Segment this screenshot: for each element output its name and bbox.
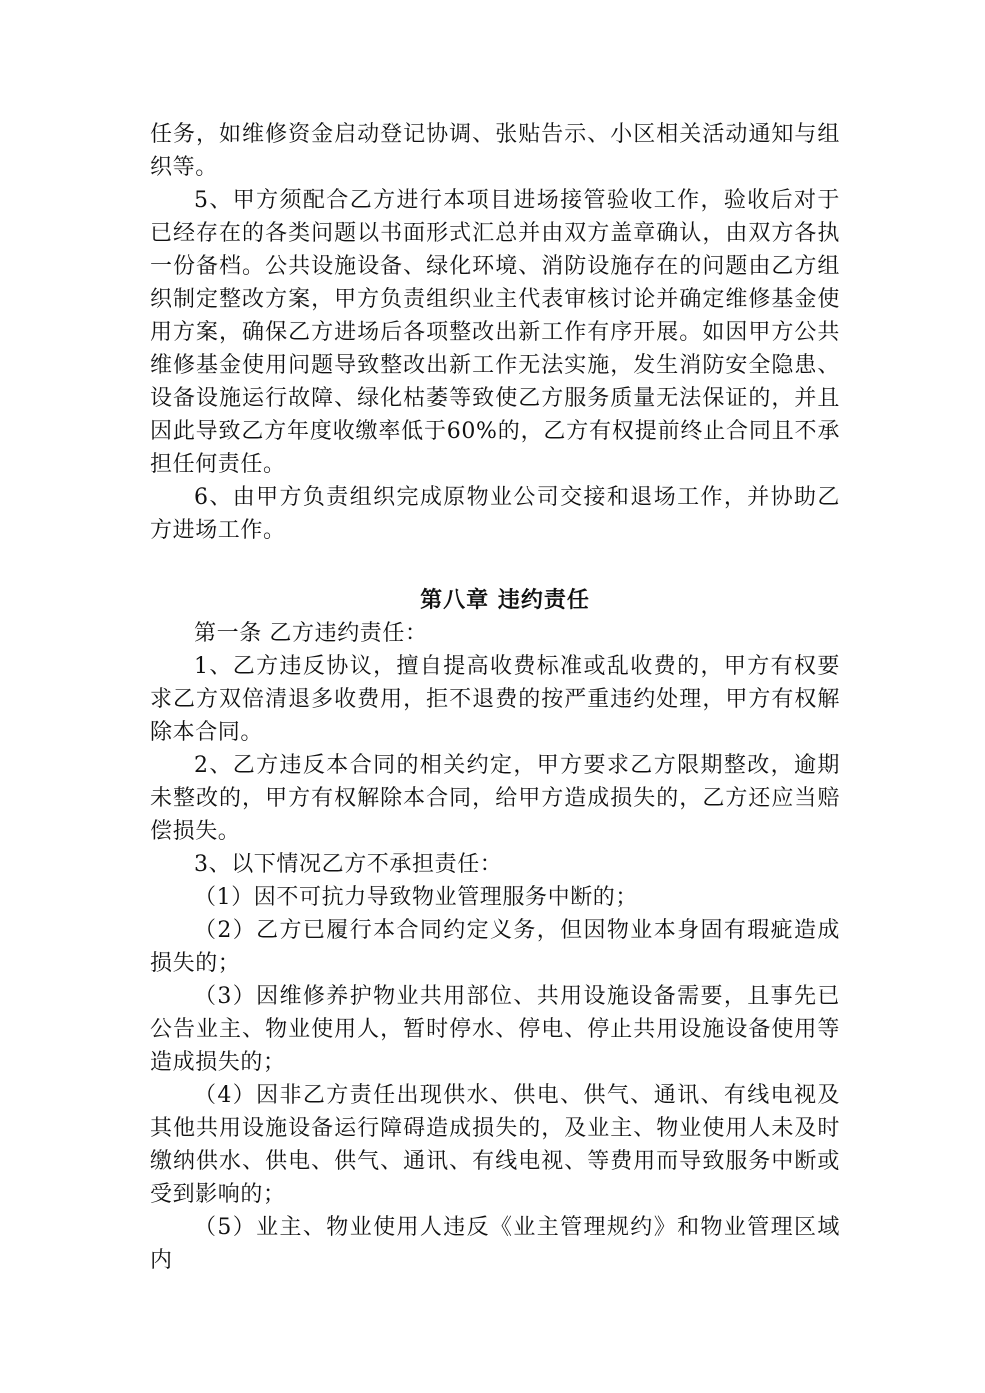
sub-item-2: （2）乙方已履行本合同约定义务，但因物业本身固有瑕疵造成损失的；: [150, 918, 840, 976]
clause-2-paragraph: 2、乙方违反本合同的相关约定，甲方要求乙方限期整改，逾期未整改的，甲方有权解除本合同，给甲方造成损失的，乙方还应当赔偿损失。: [150, 753, 840, 844]
section-spacer: [150, 547, 840, 580]
document-body: [150, 118, 840, 1277]
sub-item-3: （3）因维修养护物业共用部位、共用设施设备需要，且事先已公告业主、物业使用人，暂时停水、停电、停止共用设施设备使用等造成损失的；: [150, 984, 840, 1075]
sub-item-5: （5）业主、物业使用人违反《业主管理规约》和物业管理区域内: [150, 1215, 840, 1273]
item-6-paragraph: 6、由甲方负责组织完成原物业公司交接和退场工作，并协助乙方进场工作。: [150, 485, 840, 543]
sub-item-1: （1）因不可抗力导致物业管理服务中断的；: [194, 885, 638, 910]
item-5-paragraph: 5、甲方须配合乙方进行本项目进场接管验收工作，验收后对于已经存在的各类问题以书面形式汇总并由双方盖章确认，由双方各执一份备档。公共设施设备、绿化环境、消防设施存在的问题由乙方组织制定整改方案，甲方负责组织业主代表审核讨论并确定维修基金使用方案，确保乙方进场后各项整改出新工作有序开展。如因甲方公共维修基金使用问题导致整改出新工作无法实施，发生消防安全隐患、设备设施运行故障、绿化枯萎等致使乙方服务质量无法保证的，并且因此导致乙方年度收缴率低于60%的，乙方有权提前终止合同且不承担任何责任。: [150, 188, 840, 477]
sub-item-4: （4）因非乙方责任出现供水、供电、供气、通讯、有线电视及其他共用设施设备运行障碍造成损失的，及业主、物业使用人未及时缴纳供水、供电、供气、通讯、有线电视、等费用而导致服务中断或受到影响的；: [150, 1083, 840, 1207]
clause-1-paragraph: 1、乙方违反协议，擅自提高收费标准或乱收费的，甲方有权要求乙方双倍清退多收费用，拒不退费的按严重违约处理，甲方有权解除本合同。: [150, 654, 840, 745]
article-1-title: 第一条 乙方违约责任：: [194, 621, 428, 646]
clause-3-paragraph: 3、以下情况乙方不承担责任：: [194, 852, 503, 877]
intro-continuation-paragraph: 任务，如维修资金启动登记协调、张贴告示、小区相关活动通知与组织等。: [150, 122, 840, 180]
chapter-title: 第八章 违约责任: [420, 587, 590, 613]
